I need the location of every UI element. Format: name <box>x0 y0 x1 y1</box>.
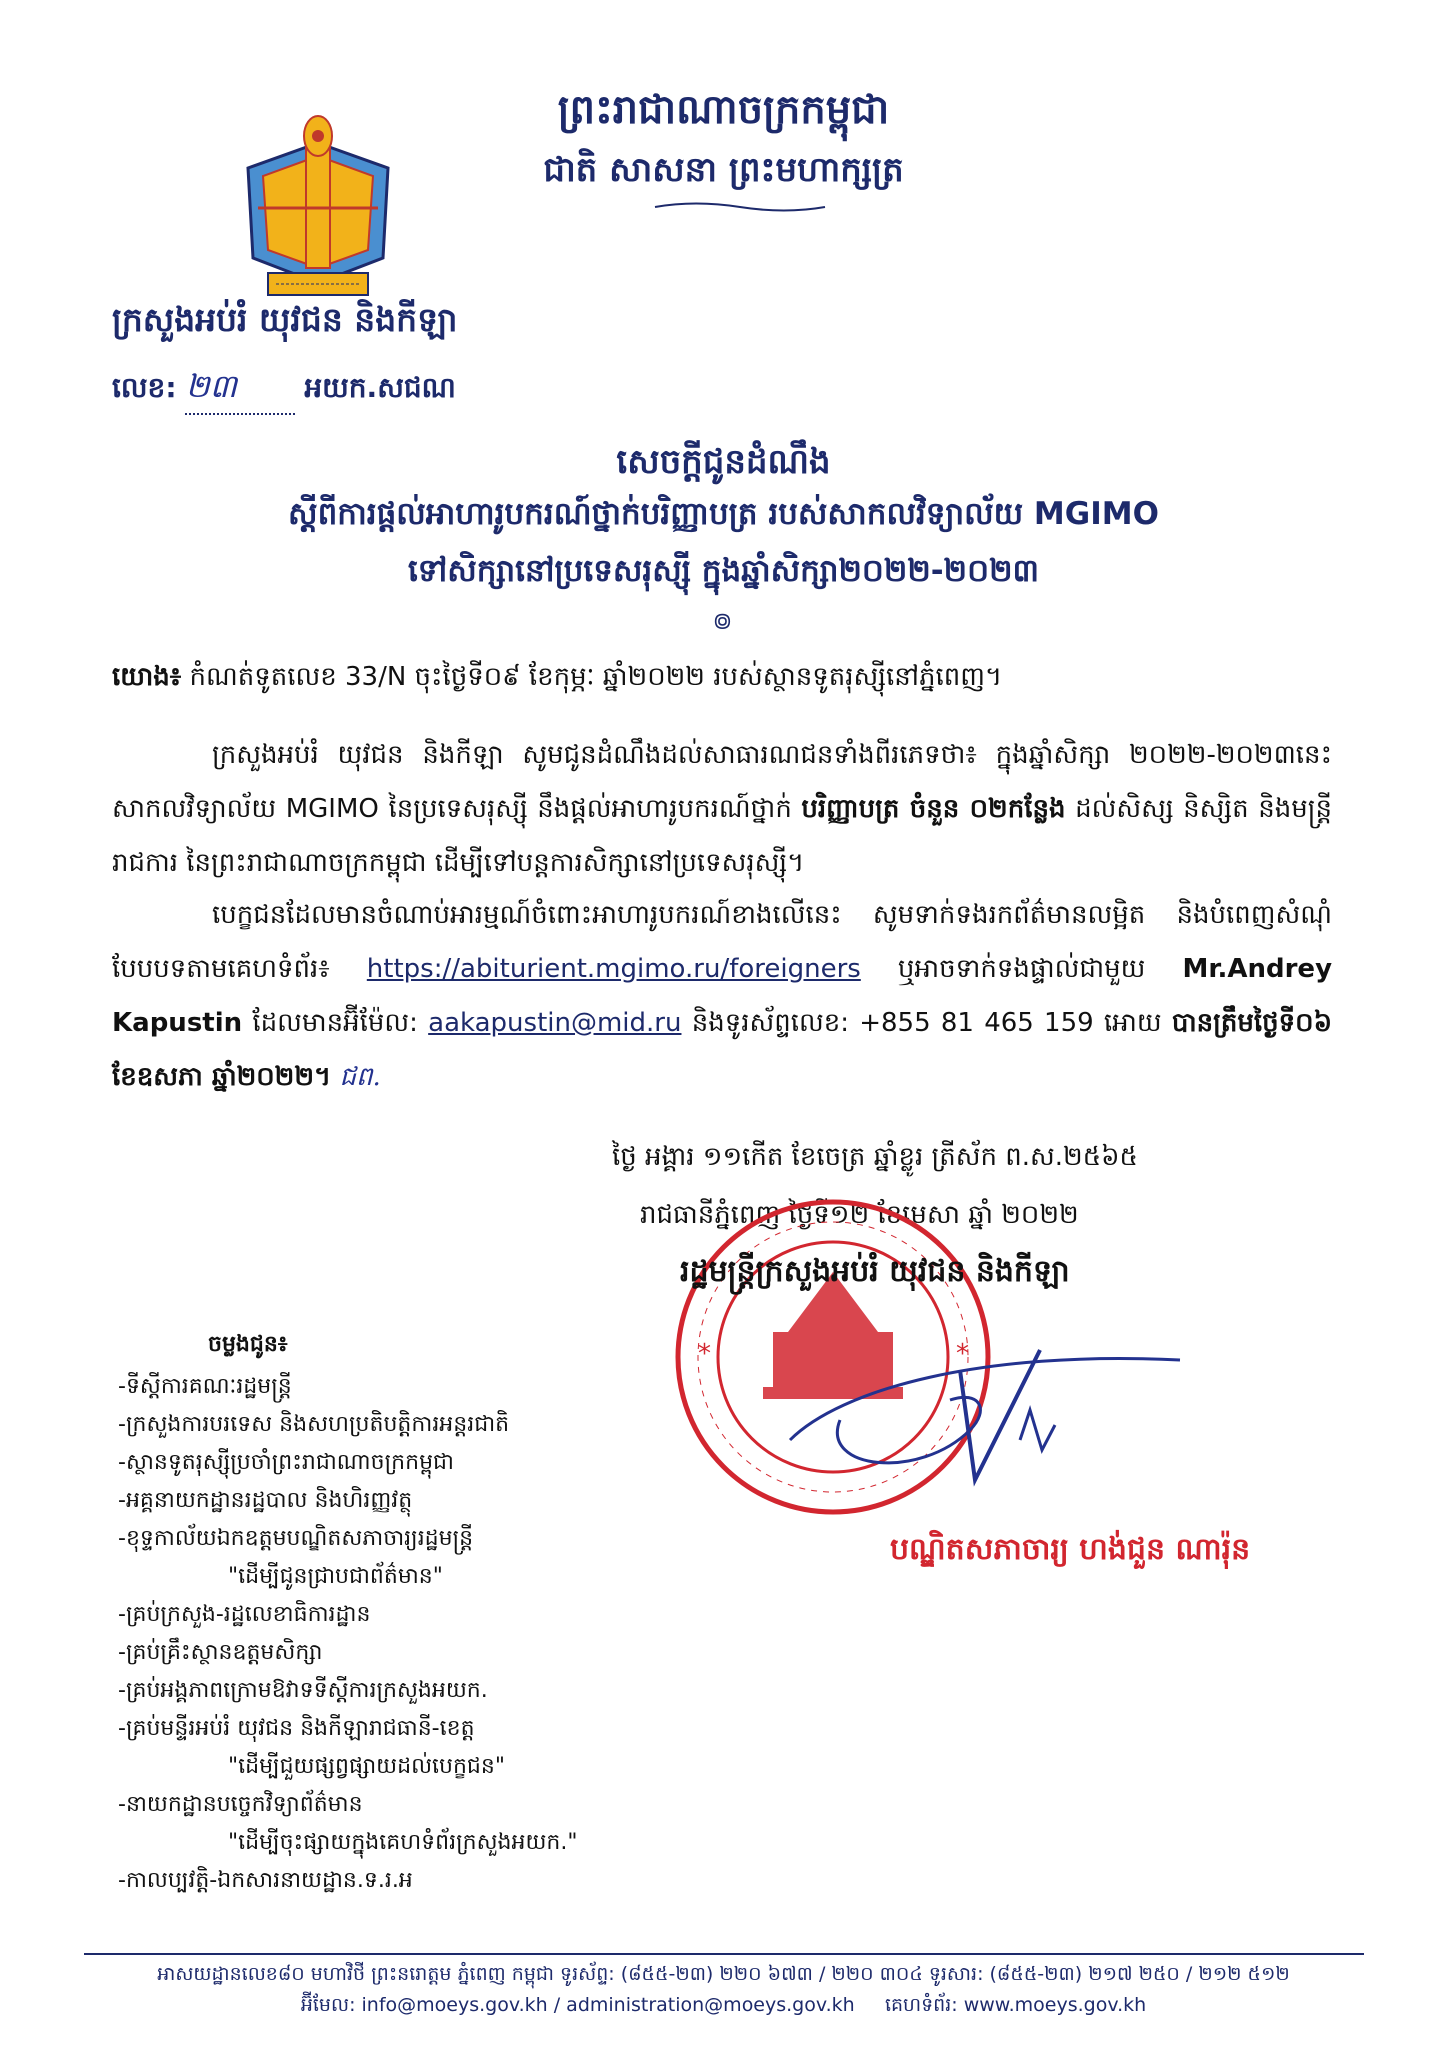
cc-item: -គ្រប់គ្រឹះស្ថានឧត្តមសិក្សា <box>118 1640 323 1665</box>
paragraph-1-text-a: ក្រសួងអប់រំ យុវជន និងកីឡា សូមជូនដំណឹងដល់សាធារណជនទាំងពីរភេទថា៖ ក្នុងឆ្នាំសិក្សា ២០២២-២០២៣នេះ សាកលវិទ្យាល័យ MGIMO នៃប្រទេសរុស្ស៊ី នឹងផ្តល់អាហារូបករណ៍ថ្នាក់ <box>112 740 1332 824</box>
reference-line <box>112 366 456 415</box>
notice-subject-line1: ស្តីពីការផ្តល់អាហារូបករណ៍ថ្នាក់បរិញ្ញាបត្រ របស់សាកលវិទ្យាល័យ MGIMO <box>288 496 1159 532</box>
cc-item: -ទីស្តីការគណៈរដ្ឋមន្ត្រី <box>118 1374 292 1399</box>
paragraph-announcement <box>112 728 1332 890</box>
footer-contacts <box>0 1993 1447 2021</box>
ref-label: លេខ: <box>112 371 177 404</box>
footer-email: អ៊ីមែល: info@moeys.gov.kh / administration@moeys.gov.kh <box>300 1994 855 2016</box>
notice-subject-line2: ទៅសិក្សានៅប្រទេសរុស្ស៊ី ក្នុងឆ្នាំសិក្សា២០២២-២០២៣ <box>407 553 1040 589</box>
paragraph-2-text-d: និងទូរស័ព្ទលេខ: +855 81 465 159 អោយ <box>691 1008 1162 1038</box>
cc-item: -ខុទ្ទកាល័យឯកឧត្តមបណ្ឌិតសភាចារ្យរដ្ឋមន្ត្រី <box>118 1526 474 1551</box>
contact-person: Mr.Andrey Kapustin <box>112 954 1333 1038</box>
cc-item-note: "ដើម្បីជូនជ្រាបជាព័ត៌មាន" <box>228 1564 443 1589</box>
paragraph-2-text-b: ឬអាចទាក់ទងផ្ទាល់ជាមួយ <box>897 954 1146 984</box>
svg-text:*: * <box>956 1339 969 1369</box>
svg-text:*: * <box>698 1339 711 1369</box>
cc-item: -កាលប្បវត្តិ-ឯកសារនាយដ្ឋាន.ទ.រ.អ <box>118 1868 413 1893</box>
ministry-name: ក្រសួងអប់រំ យុវជន និងកីឡា <box>112 300 458 339</box>
application-link[interactable]: https://abiturient.mgimo.ru/foreigners <box>366 954 861 984</box>
footer-address: អាសយដ្ឋានលេខ៨០ មហាវិថី ព្រះនរោត្តម ភ្នំពេញ កម្ពុជា ទូរស័ព្ទ: (៨៥៥-២៣) ២២០ ៦៧៣ / ២២០ ៣០៤ ទូរសារ: (៨៥៥-២៣) ២១៧ ២៥០ / ២១២ ៥១២ <box>157 1963 1290 1985</box>
cc-item: -អគ្គនាយកដ្ឋានរដ្ឋបាល និងហិរញ្ញវត្ថុ <box>118 1488 413 1513</box>
motto-divider-ornament <box>650 200 830 214</box>
cc-item-note: "ដើម្បីចុះផ្សាយក្នុងគេហទំព័រក្រសួងអយក." <box>228 1830 578 1855</box>
cc-list <box>118 1368 578 1900</box>
notice-title: សេចក្តីជូនដំណឹង <box>616 442 831 482</box>
cc-item: -នាយកដ្ឋានបច្ចេកវិទ្យាព័ត៌មាន <box>118 1792 363 1817</box>
reference-clause <box>112 660 1002 698</box>
paragraph-contact <box>112 888 1332 1104</box>
paragraph-2-text-a: បេក្ខជនដែលមានចំណាប់អារម្មណ៍ចំពោះអាហារូបករណ៍ខាងលើនេះ សូមទាក់ទងរកព័ត៌មានលម្អិត និងបំពេញសំណុំបែបបទតាមគេហទំព័រ៖ <box>112 900 1332 984</box>
paragraph-1-text-b: ដល់សិស្ស និស្សិត និងមន្ត្រីរាជការ នៃព្រះរាជាណាចក្រកម្ពុជា ដើម្បីទៅបន្តការសិក្សានៅប្រទេសរុស្ស៊ី។ <box>112 794 1333 878</box>
ref-number: ២៣ <box>185 367 237 405</box>
application-deadline: បានត្រឹមថ្ងៃទី០៦ ខែឧសភា ឆ្នាំ២០២២។ <box>112 1008 1332 1092</box>
scholarship-count: បរិញ្ញាបត្រ ចំនួន ០២កន្លែង <box>801 794 1066 824</box>
kingdom-heading: ព្រះរាជាណាចក្រកម្ពុជា <box>557 87 890 133</box>
reference-label: យោង៖ <box>112 662 182 692</box>
title-ornament: ៙ <box>712 607 735 635</box>
contact-email-link[interactable]: aakapustin@mid.ru <box>428 1008 682 1038</box>
paragraph-2-text-c: ដែលមានអ៊ីម៉ែល: <box>252 1008 418 1038</box>
minister-title: រដ្ឋមន្ត្រីក្រសួងអប់រំ យុវជន និងកីឡា <box>680 1254 1070 1289</box>
cc-item: -គ្រប់មន្ទីរអប់រំ យុវជន និងកីឡារាជធានី-ខេត្ត <box>118 1716 475 1741</box>
footer-divider <box>84 1953 1364 1955</box>
cc-item: -ស្ថានទូតរុស្ស៊ីប្រចាំព្រះរាជាណាចក្រកម្ពុជា <box>118 1450 455 1475</box>
cc-title: ចម្លងជូន៖ <box>208 1332 288 1357</box>
handwritten-initials: ជព. <box>339 1062 381 1092</box>
minister-name: បណ្ឌិតសភាចារ្យ ហង់ជួន ណារ៉ុន <box>890 1532 1251 1567</box>
reference-text: កំណត់ទូតលេខ 33/N ចុះថ្ងៃទី០៩ ខែកុម្ភៈ ឆ្នាំ២០២២ របស់ស្ថានទូតរុស្ស៊ីនៅភ្នំពេញ។ <box>189 662 1003 692</box>
cc-item: -ក្រសួងការបរទេស និងសហប្រតិបត្តិការអន្តរជាតិ <box>118 1412 510 1437</box>
cc-item: -គ្រប់ក្រសួង-រដ្ឋលេខាធិការដ្ឋាន <box>118 1602 371 1627</box>
national-motto: ជាតិ សាសនា ព្រះមហាក្សត្រ <box>543 150 904 190</box>
footer-website: គេហទំព័រ: www.moeys.gov.kh <box>884 1994 1147 2016</box>
ref-suffix: អយក.សជណ <box>304 371 456 404</box>
cc-item-note: "ដើម្បីជួយផ្សព្វផ្សាយដល់បេក្ខជន" <box>228 1754 505 1779</box>
minister-signature <box>780 1330 1200 1490</box>
cc-item: -គ្រប់អង្គភាពក្រោមឱវាទទីស្តីការក្រសួងអយក. <box>118 1678 488 1703</box>
gregorian-date: រាជធានីភ្នំពេញ ថ្ងៃទី១២ ខែមេសា ឆ្នាំ ២០២២ <box>640 1200 1079 1230</box>
lunar-date: ថ្ងៃ អង្គារ ១១កើត ខែចេត្រ ឆ្នាំខ្លូរ ត្រីស័ក ព.ស.២៥៦៥ <box>612 1142 1138 1172</box>
